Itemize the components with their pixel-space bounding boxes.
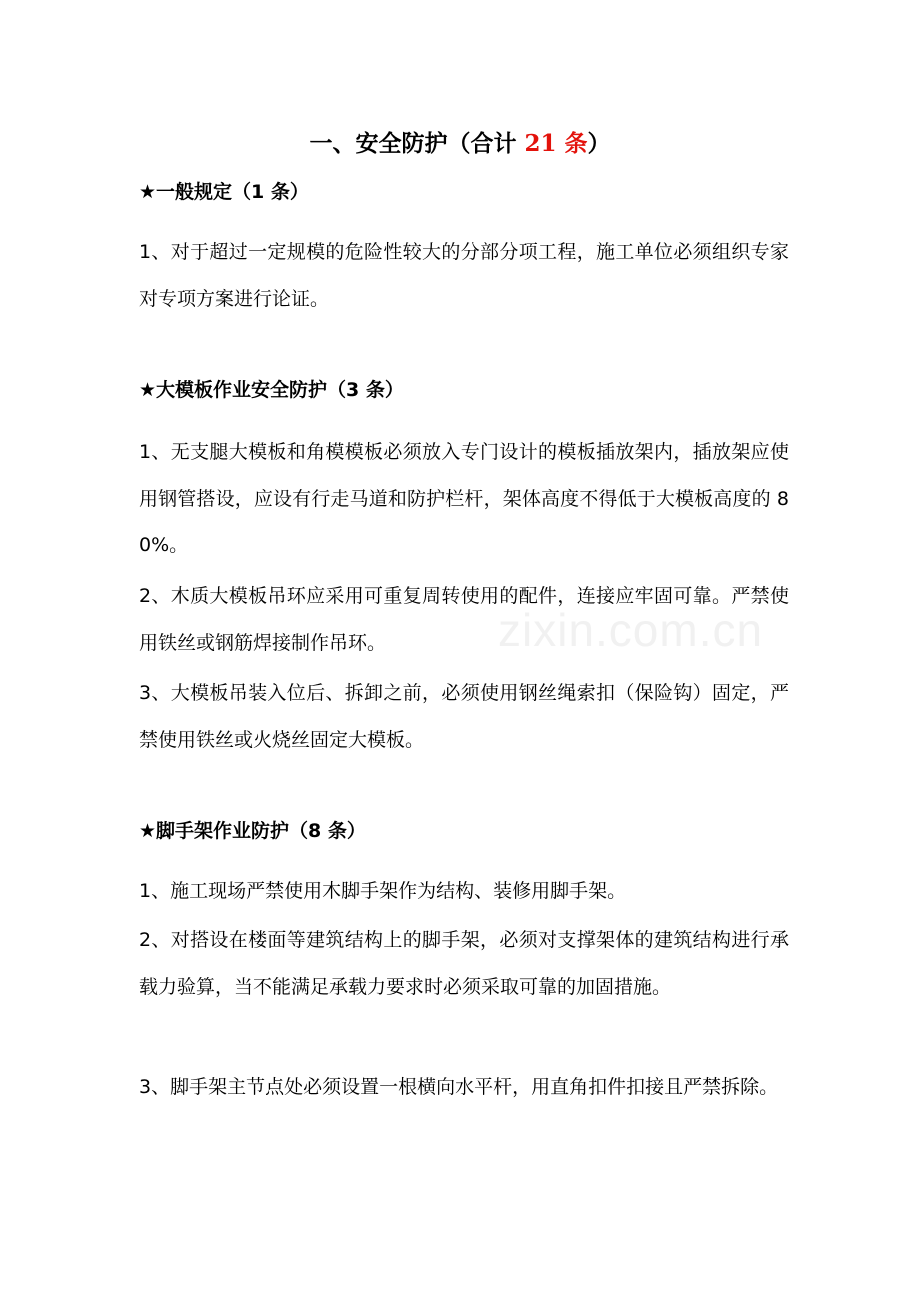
scaffold-item-1: 1、施工现场严禁使用木脚手架作为结构、装修用脚手架。 xyxy=(139,880,627,902)
section-heading-general: ★一般规定（1 条） xyxy=(139,181,309,203)
section-heading-formwork: ★大模板作业安全防护（3 条） xyxy=(139,379,404,401)
title-count: 21 条 xyxy=(524,130,588,157)
title-prefix: 一、安全防护（合计 xyxy=(309,131,525,157)
title-suffix: ） xyxy=(587,131,611,157)
general-item-1: 1、对于超过一定规模的危险性较大的分部分项工程，施工单位必须组织专家对专项方案进行论证。 xyxy=(139,241,789,310)
scaffold-item-3: 3、脚手架主节点处必须设置一根横向水平杆，用直角扣件扣接且严禁拆除。 xyxy=(139,1076,779,1098)
page-title xyxy=(0,127,920,161)
formwork-item-1: 1、无支腿大模板和角模模板必须放入专门设计的模板插放架内，插放架应使用钢管搭设，应设有行走马道和防护栏杆，架体高度不得低于大模板高度的 80%。 xyxy=(139,441,789,556)
formwork-item-2: 2、木质大模板吊环应采用可重复周转使用的配件，连接应牢固可靠。严禁使用铁丝或钢筋焊接制作吊环。 xyxy=(139,585,789,654)
scaffold-item-2: 2、对搭设在楼面等建筑结构上的脚手架，必须对支撑架体的建筑结构进行承载力验算，当不能满足承载力要求时必须采取可靠的加固措施。 xyxy=(139,929,789,998)
section-heading-scaffold: ★脚手架作业防护（8 条） xyxy=(139,820,366,842)
watermark: zixin.com.cn xyxy=(498,604,764,656)
formwork-item-3: 3、大模板吊装入位后、拆卸之前，必须使用钢丝绳索扣（保险钩）固定，严禁使用铁丝或火烧丝固定大模板。 xyxy=(139,682,789,751)
